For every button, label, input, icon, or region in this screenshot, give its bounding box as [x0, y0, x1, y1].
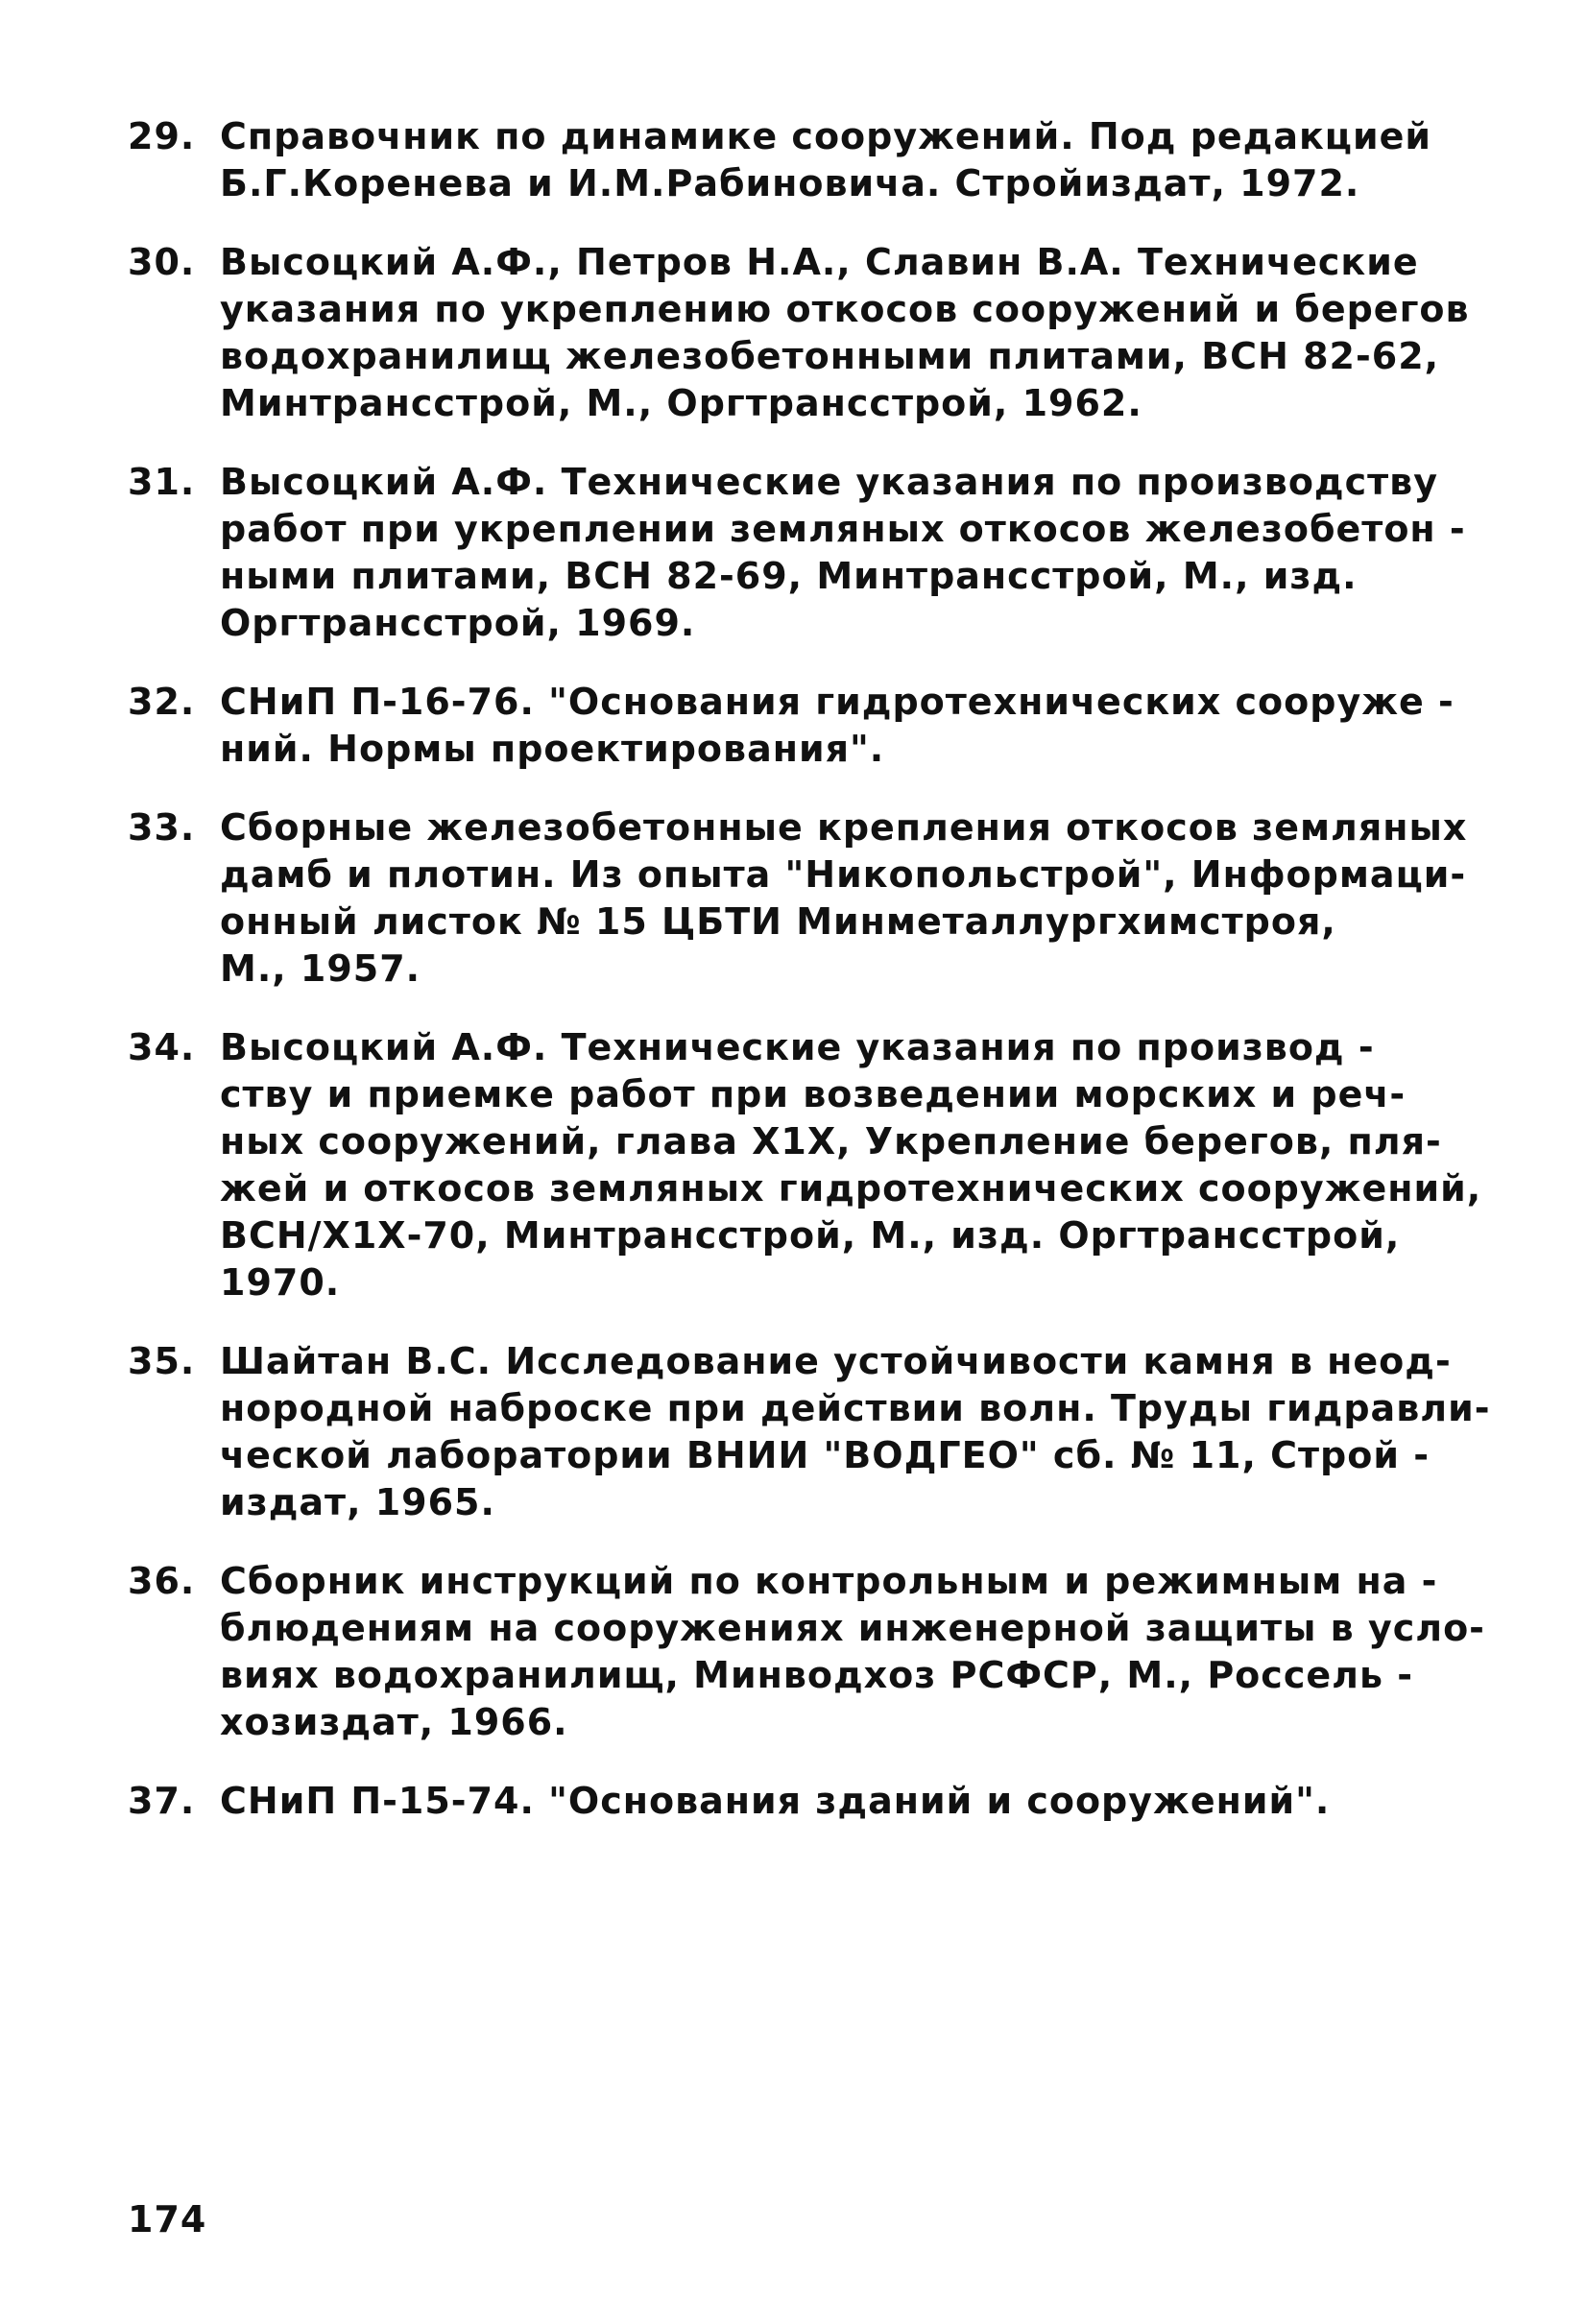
- reference-line: дамб и плотин. Из опыта "Никопольстрой", Информаци-: [220, 853, 1467, 896]
- reference-line: Сборник инструкций по контрольным и режимным на -: [220, 1560, 1438, 1602]
- reference-item: [128, 1338, 1491, 1526]
- reference-line: ству и приемке работ при возведении морских и реч-: [220, 1073, 1407, 1115]
- reference-line: хозиздат, 1966.: [220, 1701, 568, 1743]
- reference-line: 1970.: [220, 1261, 341, 1304]
- reference-item: [128, 239, 1472, 427]
- reference-line: Высоцкий А.Ф. Технические указания по производ -: [220, 1026, 1375, 1068]
- reference-text: [220, 1024, 1481, 1306]
- reference-text: [220, 1558, 1485, 1746]
- reference-text: [220, 239, 1472, 427]
- reference-line: ВСН/Х1Х-70, Минтрансстрой, М., изд. Оргтрансстрой,: [220, 1214, 1401, 1257]
- reference-item: [128, 679, 1472, 773]
- reference-line: Оргтрансстрой, 1969.: [220, 602, 696, 644]
- reference-line: СНиП П-16-76. "Основания гидротехнических сооруже -: [220, 681, 1455, 723]
- reference-line: ний. Нормы проектирования".: [220, 728, 885, 770]
- reference-text: [220, 804, 1472, 993]
- reference-line: ными плитами, ВСН 82-69, Минтрансстрой, М., изд.: [220, 555, 1358, 597]
- reference-line: виях водохранилищ, Минводхоз РСФСР, М., Россель -: [220, 1654, 1413, 1696]
- reference-line: Сборные железобетонные крепления откосов земляных: [220, 806, 1468, 849]
- reference-line: ных сооружений, глава Х1Х, Укрепление берегов, пля-: [220, 1120, 1442, 1162]
- reference-number: 29.: [128, 115, 196, 157]
- reference-text: [220, 459, 1472, 647]
- reference-number: 33.: [128, 806, 196, 849]
- reference-line: водохранилищ железобетонными плитами, ВСН 82-62,: [220, 335, 1440, 377]
- reference-text: [220, 679, 1472, 773]
- reference-line: блюдениям на сооружениях инженерной защиты в усло-: [220, 1607, 1485, 1649]
- reference-line: онный листок № 15 ЦБТИ Минметаллургхимстроя,: [220, 900, 1336, 943]
- reference-number: 36.: [128, 1560, 196, 1602]
- reference-item: [128, 459, 1472, 647]
- reference-item: [128, 1778, 1472, 1825]
- reference-line: указания по укреплению откосов сооружений и берегов: [220, 288, 1470, 330]
- reference-line: М., 1957.: [220, 947, 421, 990]
- reference-text: [220, 1338, 1490, 1526]
- reference-line: работ при укреплении земляных откосов железобетон -: [220, 508, 1466, 550]
- reference-item: [128, 1024, 1482, 1306]
- reference-line: Минтрансстрой, М., Оргтрансстрой, 1962.: [220, 382, 1142, 424]
- reference-item: [128, 113, 1472, 207]
- reference-number: 32.: [128, 681, 196, 723]
- page-number: 174: [128, 2198, 207, 2240]
- reference-line: жей и откосов земляных гидротехнических сооружений,: [220, 1167, 1482, 1210]
- reference-line: ческой лаборатории ВНИИ "ВОДГЕО" сб. № 11, Строй -: [220, 1434, 1430, 1476]
- reference-item: [128, 1558, 1485, 1746]
- reference-line: Справочник по динамике сооружений. Под редакцией: [220, 115, 1431, 157]
- reference-number: 35.: [128, 1340, 196, 1382]
- reference-line: Высоцкий А.Ф., Петров Н.А., Славин В.А. Технические: [220, 241, 1419, 283]
- reference-line: Высоцкий А.Ф. Технические указания по производству: [220, 461, 1438, 503]
- reference-text: [220, 1778, 1472, 1825]
- reference-number: 30.: [128, 241, 196, 283]
- reference-line: СНиП П-15-74. "Основания зданий и сооружений".: [220, 1780, 1331, 1822]
- reference-number: 37.: [128, 1780, 196, 1822]
- reference-text: [220, 113, 1472, 207]
- reference-line: издат, 1965.: [220, 1481, 495, 1523]
- reference-line: Шайтан В.С. Исследование устойчивости камня в неод-: [220, 1340, 1452, 1382]
- reference-line: нородной наброске при действии волн. Труды гидравли-: [220, 1387, 1491, 1429]
- reference-list: [128, 113, 1491, 1857]
- reference-number: 31.: [128, 461, 196, 503]
- reference-line: Б.Г.Коренева и И.М.Рабиновича. Стройиздат, 1972.: [220, 162, 1360, 204]
- reference-item: [128, 804, 1472, 993]
- reference-number: 34.: [128, 1026, 196, 1068]
